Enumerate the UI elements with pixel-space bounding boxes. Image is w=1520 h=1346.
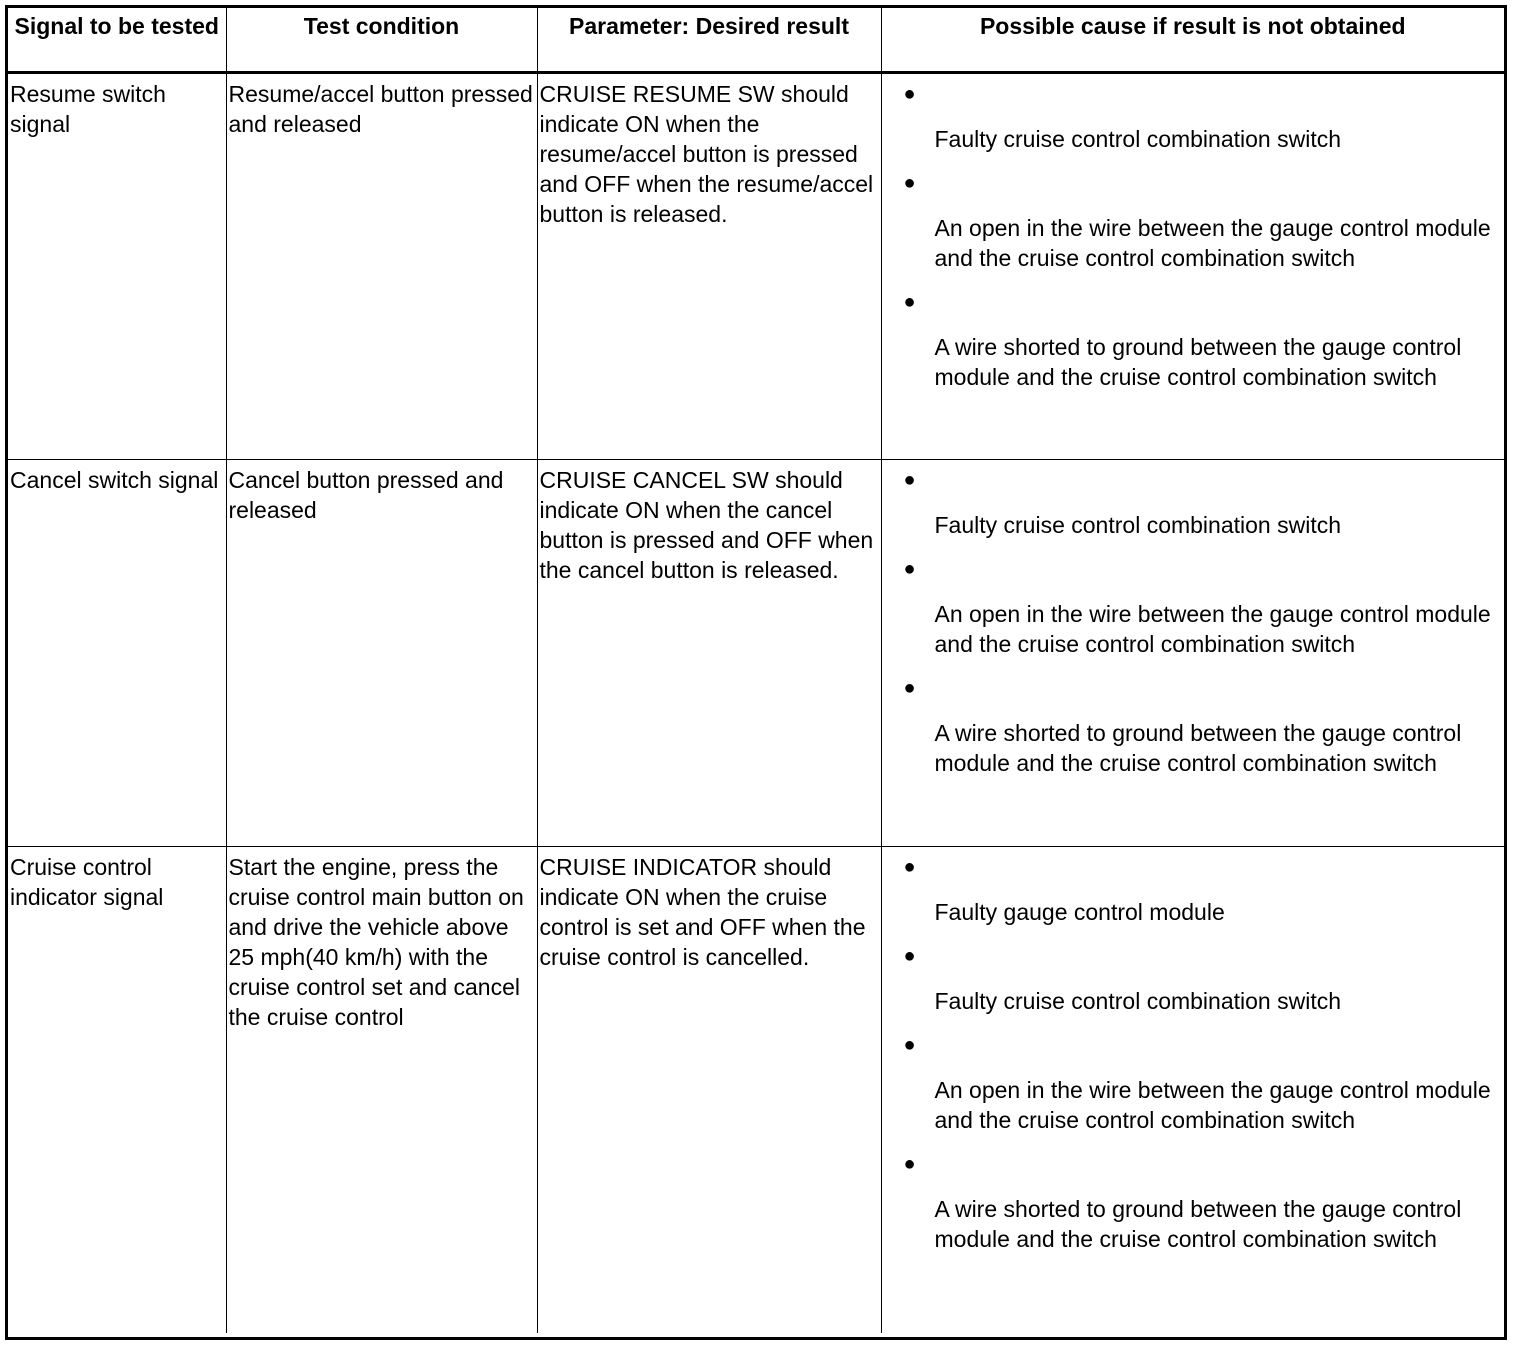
cause-text: A wire shorted to ground between the gauge control module and the cruise control combination switch [934,1195,1462,1252]
bullet-icon: ● [903,171,916,194]
cell-desired-result: CRUISE CANCEL SW should indicate ON when the cancel button is pressed and OFF when the cancel button is released. [537,459,881,846]
cause-text: Faulty cruise control combination switch [934,987,1341,1014]
bullet-icon: ● [903,82,916,105]
cause-text: An open in the wire between the gauge control module and the cruise control combination switch [934,1076,1491,1133]
header-signal: Signal to be tested [8,8,226,72]
table-row-resume-switch [8,72,1504,459]
header-desired-result: Parameter: Desired result [537,8,881,72]
table-body [8,72,1504,1333]
cause-list [884,465,1503,778]
cause-text: Faulty gauge control module [934,898,1225,925]
cell-test-condition: Start the engine, press the cruise control main button on and drive the vehicle above 25 mph(40 km/h) with the cruise control set and cancel the cruise control [226,846,537,1333]
table-row-cancel-switch [8,459,1504,846]
cause-item [884,941,1503,1016]
table-row-cruise-indicator [8,846,1504,1333]
header-possible-cause: Possible cause if result is not obtained [881,8,1504,72]
cause-item [884,1149,1503,1254]
bullet-icon: ● [903,1152,916,1175]
bullet-icon: ● [903,855,916,878]
cell-signal: Resume switch signal [8,72,226,459]
header-row [8,8,1504,72]
cause-text: Faulty cruise control combination switch [934,125,1341,152]
cause-list [884,852,1503,1254]
cause-item [884,852,1503,927]
cause-item [884,1030,1503,1135]
cell-possible-causes [881,459,1504,846]
cause-text: An open in the wire between the gauge control module and the cruise control combination switch [934,214,1491,271]
cell-possible-causes [881,846,1504,1333]
cause-text: An open in the wire between the gauge control module and the cruise control combination switch [934,600,1491,657]
header-test-condition: Test condition [226,8,537,72]
cause-item [884,79,1503,154]
signal-test-table [8,8,1504,1333]
cell-desired-result: CRUISE RESUME SW should indicate ON when the resume/accel button is pressed and OFF when the resume/accel button is released. [537,72,881,459]
cause-text: A wire shorted to ground between the gauge control module and the cruise control combination switch [934,719,1462,776]
bullet-icon: ● [903,290,916,313]
cause-item [884,554,1503,659]
cell-test-condition: Resume/accel button pressed and released [226,72,537,459]
cause-list [884,79,1503,392]
cell-possible-causes [881,72,1504,459]
cause-text: A wire shorted to ground between the gauge control module and the cruise control combination switch [934,333,1462,390]
cause-item [884,287,1503,392]
cause-text: Faulty cruise control combination switch [934,511,1341,538]
bullet-icon: ● [903,944,916,967]
cause-item [884,168,1503,273]
bullet-icon: ● [903,1033,916,1056]
cell-signal: Cancel switch signal [8,459,226,846]
cell-signal: Cruise control indicator signal [8,846,226,1333]
bullet-icon: ● [903,676,916,699]
bullet-icon: ● [903,468,916,491]
cause-item [884,673,1503,778]
cause-item [884,465,1503,540]
cell-test-condition: Cancel button pressed and released [226,459,537,846]
signal-test-table-frame [5,5,1507,1340]
table-header [8,8,1504,72]
cell-desired-result: CRUISE INDICATOR should indicate ON when the cruise control is set and OFF when the cruise control is cancelled. [537,846,881,1333]
bullet-icon: ● [903,557,916,580]
